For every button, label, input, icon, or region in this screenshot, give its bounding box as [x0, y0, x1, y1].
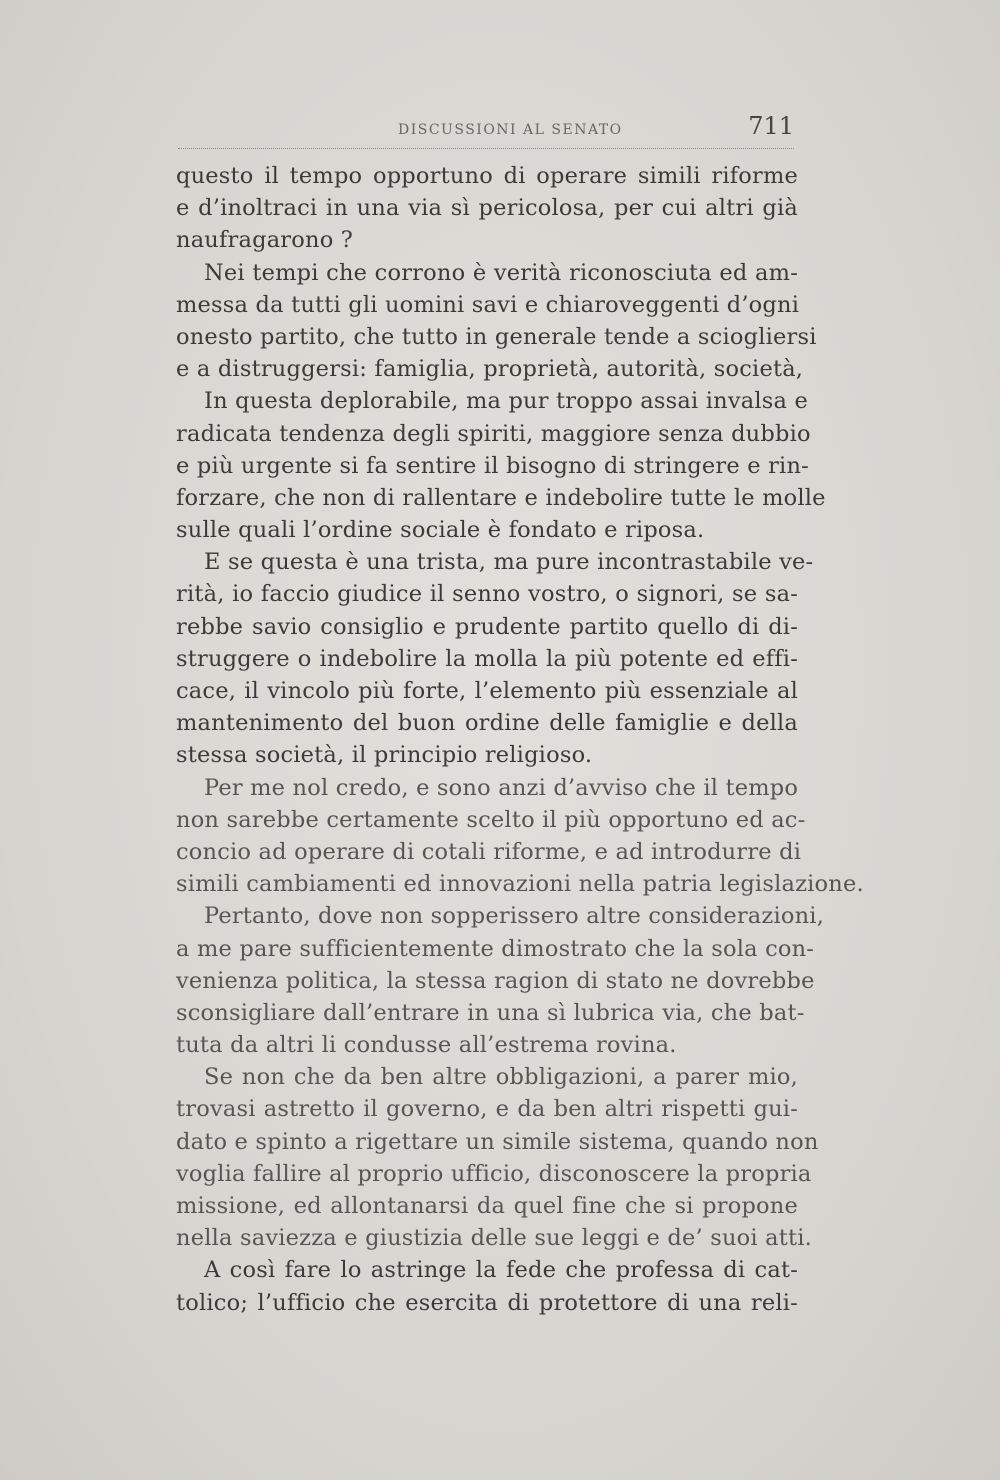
text-line: cace, il vincolo più forte, l’elemento più essenziale al — [176, 678, 798, 704]
text-line: trovasi astretto il governo, e da ben altri rispetti gui- — [176, 1096, 798, 1123]
text-line: Se non che da ben altre obbligazioni, a parer mio, — [204, 1064, 798, 1091]
text-line: mantenimento del buon ordine delle famiglie e della — [176, 710, 798, 737]
text-line: e a distruggersi: famiglia, proprietà, autorità, società, — [176, 356, 804, 383]
text-line: concio ad operare di cotali riforme, e ad introdurre di — [176, 838, 802, 865]
text-line: nella saviezza e giustizia delle sue leggi e de’ suoi atti. — [176, 1225, 812, 1252]
running-head — [178, 112, 794, 149]
text-line: rità, io faccio giudice il senno vostro, o signori, se sa- — [176, 581, 798, 608]
text-line: missione, ed allontanarsi da quel fine che si propone — [176, 1193, 798, 1219]
text-line: simili cambiamenti ed innovazioni nella patria legislazione. — [176, 871, 864, 898]
text-line: a me pare sufficientemente dimostrato che la sola con- — [176, 935, 815, 962]
text-line: non sarebbe certamente scelto il più opportuno ed ac- — [176, 806, 806, 833]
text-line: venienza politica, la stessa ragion di stato ne dovrebbe — [176, 967, 815, 994]
text-line: Nei tempi che corrono è verità riconosciuta ed am- — [204, 259, 798, 286]
text-line: radicata tendenza degli spiriti, maggiore senza dubbio — [176, 420, 811, 447]
text-line: e d’inoltraci in una via sì pericolosa, per cui altri già — [176, 195, 798, 222]
text-line: tolico; l’ufficio che esercita di protettore di una reli- — [176, 1289, 798, 1316]
text-line: questo il tempo opportuno di operare simili riforme — [176, 163, 798, 189]
text-line: rebbe savio consiglio e prudente partito quello di di- — [176, 613, 798, 640]
text-line: Pertanto, dove non sopperissero altre considerazioni, — [204, 903, 825, 930]
text-line: tuta da altri li condusse all’estrema rovina. — [176, 1032, 677, 1059]
text-line: sconsigliare dall’entrare in una sì lubrica via, che bat- — [176, 999, 805, 1026]
text-line: onesto partito, che tutto in generale tende a sciogliersi — [176, 323, 817, 350]
text-line: Per me nol credo, e sono anzi d’avviso che il tempo — [204, 774, 799, 801]
text-line: messa da tutti gli uomini savi e chiaroveggenti d’ogni — [176, 291, 800, 318]
page-number: 711 — [748, 112, 794, 140]
text-line: dato e spinto a rigettare un simile sistema, quando non — [176, 1128, 819, 1155]
text-line: In questa deplorabile, ma pur troppo assai invalsa e — [204, 388, 809, 415]
body-text — [176, 160, 864, 1319]
text-line: E se questa è una trista, ma pure incontrastabile ve- — [204, 549, 814, 576]
text-line: e più urgente si fa sentire il bisogno di stringere e rin- — [176, 452, 809, 479]
text-line: stessa società, il principio religioso. — [176, 742, 593, 769]
text-line: A così fare lo astringe la fede che professa di cat- — [204, 1257, 798, 1284]
text-line: naufragarono ? — [176, 227, 354, 254]
text-line: struggere o indebolire la molla la più potente ed effi- — [176, 645, 798, 672]
text-line: sulle quali l’ordine sociale è fondato e riposa. — [176, 517, 705, 544]
text-line: voglia fallire al proprio ufficio, disconoscere la propria — [176, 1160, 812, 1187]
running-title: DISCUSSIONI AL SENATO — [398, 122, 623, 138]
text-line: forzare, che non di rallentare e indebolire tutte le molle — [176, 484, 826, 511]
